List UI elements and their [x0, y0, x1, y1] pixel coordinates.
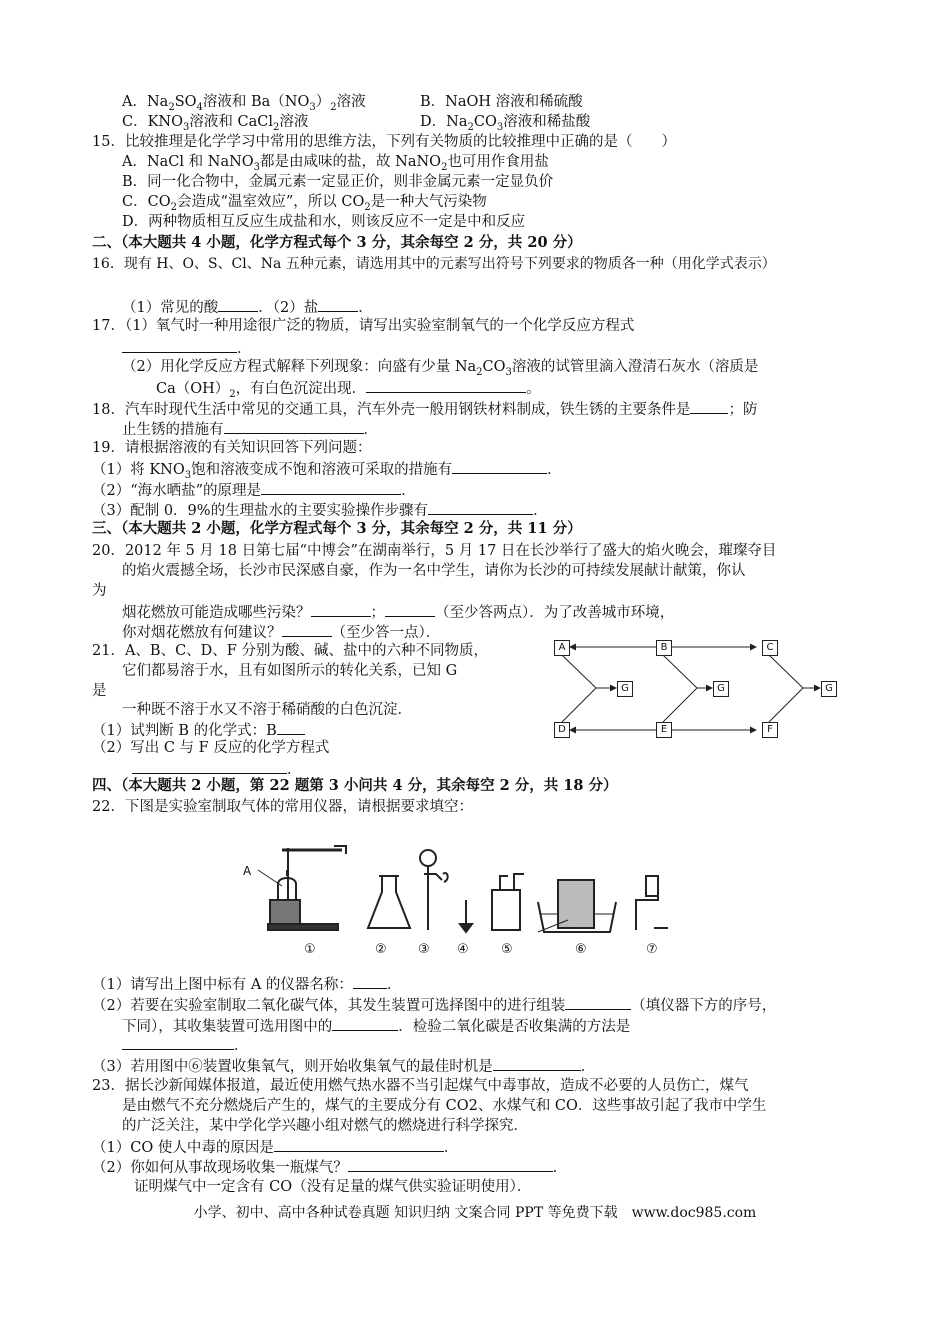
- q17-sub2: （2）用化学反应方程式解释下列现象：向盛有少量 $Na_2CO_3$溶液的试管里滴入澄清石灰水（溶质是: [122, 359, 759, 378]
- q20-answer-suggestion[interactable]: [282, 621, 332, 637]
- q22-sub3: （3）若用图中⑥装置收集氧气，则开始收集氧气的最佳时机是 ．: [92, 1055, 595, 1077]
- diagram-node-d: D: [554, 722, 570, 738]
- apparatus-caption-7: ⑦: [646, 942, 658, 957]
- q17-sub2-line2: $Ca(OH)_2$，有白色沉淀出现． 。: [156, 377, 541, 399]
- q20-answer-pollution-1[interactable]: [311, 601, 371, 617]
- q19-sub3: （3）配制 0．9%的生理盐水的主要实验操作步骤有 ．: [92, 499, 548, 521]
- q15-option-b: B．同一化合物中，金属元素一定显正价，则非金属元素一定显负价: [122, 174, 554, 190]
- q14-option-b: B．NaOH 溶液和稀硫酸: [420, 94, 583, 110]
- q20-line-5: 你对烟花燃放有何建议？ （至少答一点）．: [122, 621, 440, 643]
- diagram-node-e: E: [656, 722, 672, 738]
- q22-stem: 22．下图是实验室制取气体的常用仪器，请根据要求填空：: [92, 799, 473, 815]
- q18-line-1: 18．汽车时现代生活中常见的交通工具，汽车外壳一般用钢铁材料制成，铁生锈的主要条件是 ；防: [92, 398, 757, 420]
- q23-sub1: （1）CO 使人中毒的原因是 ．: [92, 1136, 458, 1158]
- q21-line-1: 21．A、B、C、D、F 分别为酸、碱、盐中的六种不同物质，: [92, 643, 488, 659]
- diagram-node-b: B: [656, 640, 672, 656]
- q18-line-2: 止生锈的措施有 ．: [122, 418, 378, 440]
- q22-answer-instrument-a[interactable]: [353, 973, 387, 989]
- q20-line-4: 烟花燃放可能造成哪些污染？ ； （至少答两点）．为了改善城市环境，: [122, 601, 674, 623]
- page-footer: 小学、初中、高中各种试卷真题 知识归纳 文案合同 PPT 等免费下载 www.doc985.com: [193, 1205, 757, 1221]
- label-a: A: [243, 864, 252, 878]
- q22-answer-check-method[interactable]: [122, 1034, 234, 1050]
- q21-line-3: 是: [92, 683, 107, 699]
- q17-stem: 17．（1）氧气时一种用途很广泛的物质，请写出实验室制氧气的一个化学反应方程式: [92, 318, 635, 334]
- q23-sub3: 证明煤气中一定含有 CO（没有足量的煤气供实验证明使用）．: [134, 1179, 532, 1195]
- q16-answer-acid[interactable]: [218, 296, 258, 312]
- section-3-heading: 三、（本大题共 2 小题，化学方程式每个 3 分，其余每空 2 分，共 11 分）: [92, 520, 582, 537]
- q20-line-2: 的焰火震撼全场，长沙市民深感自豪，作为一名中学生，请你为长沙的可持续发展献计献策，你认: [122, 563, 746, 579]
- q19-answer-2[interactable]: [261, 479, 401, 495]
- diagram-node-g-1: G: [617, 681, 633, 697]
- section-2-heading: 二、（本大题共 4 小题，化学方程式每个 3 分，其余每空 2 分，共 20 分）: [92, 234, 582, 251]
- q22-sub1: （1）请写出上图中标有 A 的仪器名称： ．: [92, 973, 401, 995]
- q21-sub2: （2）写出 C 与 F 反应的化学方程式: [92, 740, 330, 756]
- q20-line-1: 20．2012 年 5 月 18 日第七届“中博会”在湖南举行，5 月 17 日在长沙举行了盛大的焰火晚会，璀璨夺目: [92, 543, 777, 559]
- q23-line-3: 的广泛关注，某中学化学兴趣小组对燃气的燃烧进行科学探究．: [122, 1118, 528, 1134]
- q19-answer-1[interactable]: [452, 458, 547, 474]
- q20-line-3: 为: [92, 583, 107, 599]
- q17-answer-equation-2[interactable]: [366, 377, 526, 393]
- q17-answer-line-1: ．: [122, 337, 252, 359]
- q19-stem: 19．请根据溶液的有关知识回答下列问题：: [92, 440, 372, 456]
- diagram-node-g-2: G: [713, 681, 729, 697]
- q20-answer-pollution-2[interactable]: [385, 601, 435, 617]
- q19-sub2: （2）“海水晒盐”的原理是 ．: [92, 479, 416, 501]
- q21-line-2: 它们都易溶于水，且有如图所示的转化关系，已知 G: [122, 663, 458, 679]
- q15-option-c: C．$CO_2$会造成“温室效应”，所以 $CO_2$是一种大气污染物: [122, 194, 487, 213]
- diagram-node-g-3: G: [821, 681, 837, 697]
- q23-line-1: 23．据长沙新闻媒体报道，最近使用燃气热水器不当引起煤气中毒事故，造成不必要的人员伤亡，煤气: [92, 1078, 749, 1094]
- q22-sub2: （2）若要在实验室制取二氧化碳气体，其发生装置可选择图中的进行组装 （填仪器下方的序号，: [92, 994, 776, 1016]
- apparatus-caption-4: ④: [457, 942, 469, 957]
- q18-answer-rust-conditions[interactable]: [690, 398, 728, 414]
- q16-stem: 16．现有 H、O、S、Cl、Na 五种元素，请选用其中的元素写出符号下列要求的物质各一种（用化学式表示）: [92, 256, 776, 272]
- diagram-node-c: C: [762, 640, 778, 656]
- q19-answer-3[interactable]: [428, 499, 533, 515]
- apparatus-caption-5: ⑤: [501, 942, 513, 957]
- q23-answer-collect-method[interactable]: [348, 1156, 553, 1172]
- diagram-node-a: A: [554, 640, 570, 656]
- q14-option-c: C．$KNO_3$溶液和 CaCl$_2$溶液: [122, 114, 309, 133]
- section-4-heading: 四、（本大题共 2 小题，第 22 题第 3 小问共 4 分，其余每空 2 分，共 18 分）: [92, 777, 618, 794]
- q14-option-d: D．$Na_2CO_3$溶液和稀盐酸: [420, 114, 591, 133]
- q22-sub2-line2: 下同），其收集装置可选用图中的 ．检验二氧化碳是否收集满的方法是: [122, 1015, 630, 1037]
- q16-answer-salt[interactable]: [318, 296, 358, 312]
- apparatus-caption-2: ②: [375, 942, 387, 957]
- apparatus-caption-1: ①: [304, 942, 316, 957]
- q15-stem: 15．比较推理是化学学习中常用的思维方法，下列有关物质的比较推理中正确的是（ ）: [92, 134, 676, 150]
- q14-option-a: A．$Na_2SO_4$溶液和 $Ba(NO_3)_2$溶液: [122, 94, 366, 113]
- q21-answer-equation[interactable]: [132, 758, 287, 774]
- q21-line-4: 一种既不溶于水又不溶于稀硝酸的白色沉淀．: [122, 702, 412, 718]
- lab-apparatus-figure: [238, 840, 688, 940]
- q22-sub2-line3: ．: [122, 1034, 249, 1056]
- q23-sub2: （2）你如何从事故现场收集一瓶煤气？ ．: [92, 1156, 567, 1178]
- q22-answer-timing[interactable]: [493, 1055, 581, 1071]
- q21-answer-line: ．: [132, 758, 302, 780]
- q21-answer-b[interactable]: [277, 719, 305, 735]
- q16-subquestions: （1）常见的酸 ．（2）盐 ．: [122, 296, 373, 318]
- apparatus-caption-6: ⑥: [575, 942, 587, 957]
- q18-answer-prevention[interactable]: [224, 418, 364, 434]
- q15-option-a: A．NaCl 和 NaNO$_3$都是由咸味的盐，故 NaNO$_2$也可用作食用盐: [122, 154, 549, 173]
- q22-answer-generator[interactable]: [565, 994, 631, 1010]
- q23-answer-poisoning-reason[interactable]: [274, 1136, 444, 1152]
- q15-option-d: D．两种物质相互反应生成盐和水，则该反应不一定是中和反应: [122, 214, 526, 230]
- apparatus-caption-3: ③: [418, 942, 430, 957]
- q17-answer-equation-1[interactable]: [122, 337, 237, 353]
- q19-sub1: （1）将 $KNO_3$饱和溶液变成不饱和溶液可采取的措施有 ．: [92, 458, 562, 480]
- q21-sub1: （1）试判断 B 的化学式：B: [92, 719, 305, 741]
- q22-answer-collector[interactable]: [332, 1015, 398, 1031]
- diagram-node-f: F: [762, 722, 778, 738]
- q23-line-2: 是由燃气不充分燃烧后产生的，煤气的主要成分有 CO2、水煤气和 CO．这些事故引起了我市中学生: [122, 1098, 767, 1114]
- q21-conversion-diagram: [550, 636, 850, 746]
